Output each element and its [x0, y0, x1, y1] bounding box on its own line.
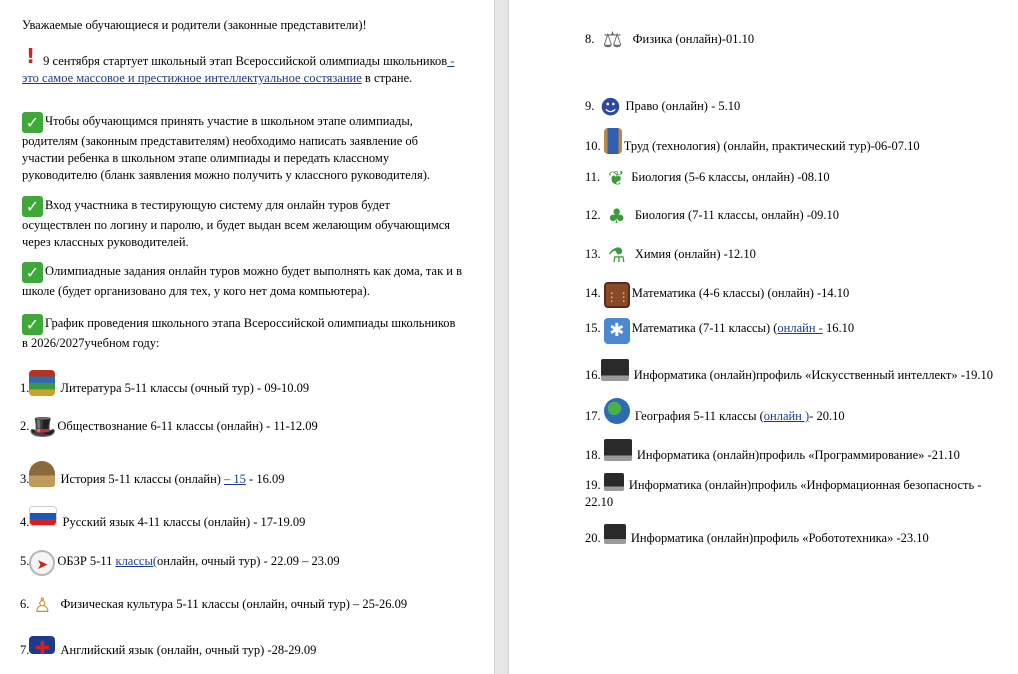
schedule-item: 3. История 5-11 классы (онлайн) – 15 - 16.09: [20, 461, 284, 488]
scales-icon: ⚖: [602, 28, 623, 53]
schedule-item: 8. ⚖ Физика (онлайн)-01.10: [585, 28, 755, 53]
russian-flag-icon: [29, 506, 57, 526]
herb-icon: ❦: [607, 166, 625, 190]
schedule-item: 2.🎩Обществознание 6-11 классы (онлайн) - 11-12.09: [20, 415, 318, 440]
right-page: [509, 0, 1018, 674]
gymnast-icon: ♙: [33, 593, 52, 617]
greeting: Уважаемые обучающиеся и родители (законные представители)!: [22, 18, 367, 32]
seedling-icon: ♣: [607, 204, 626, 228]
page-gutter: [494, 0, 509, 674]
intro-paragraph: ! 9 сентября стартует школьный этап Всероссийской олимпиады школьников - это самое массовое и престижное интеллектуальное состязание в стране.: [22, 44, 455, 85]
left-page: [0, 0, 494, 674]
obzr-link[interactable]: классы(: [115, 554, 158, 568]
books-icon: [29, 370, 55, 396]
check-mark-icon: ✓: [22, 314, 43, 335]
schedule-item: 1. Литература 5-11 классы (очный тур) - 09-10.09: [20, 370, 309, 397]
schedule-item: 11. ❦ Биология (5-6 классы, онлайн) -08.10: [585, 166, 830, 190]
test-tube-icon: ⚗: [607, 243, 626, 267]
globe-icon: [604, 398, 630, 424]
schedule-item: 7. ✚ Английский язык (онлайн, очный тур) -28-29.09: [20, 638, 317, 659]
schedule-item: 17. География 5-11 классы (онлайн )- 20.10: [585, 398, 845, 425]
schedule-item: 19. Информатика (онлайн)профиль «Информационная безопасность - 22.10: [585, 473, 981, 511]
exclamation-icon: !: [26, 44, 36, 68]
schedule-item: 12. ♣ Биология (7-11 классы, онлайн) -09.10: [585, 204, 840, 228]
login-paragraph: ✓ Вход участника в тестирующую систему для онлайн туров будет осуществлен по логину и паролю, и будет выдан всем желающим обучающимся через классных руководителей.: [22, 197, 451, 249]
geography-link[interactable]: онлайн ): [763, 409, 810, 423]
hut-icon: [29, 461, 55, 487]
application-paragraph: ✓ Чтобы обучающимся принять участие в школьном этапе олимпиады, родителям (законным представителям) необходимо написать заявление об участии ребенка в школьном этапе олимпиады и передать классному руководителю (бланк заявления можно получить у классного руководителя).: [22, 113, 430, 182]
laptop-icon: [601, 359, 629, 381]
check-mark-icon: ✓: [22, 196, 43, 217]
schedule-item: 20. Информатика (онлайн)профиль «Робототехника» -23.10: [585, 524, 929, 547]
check-mark-icon: ✓: [22, 112, 43, 133]
schedule-item: 10. Труд (технология) (онлайн, практический тур)-06-07.10: [585, 128, 920, 155]
uk-flag-icon: ✚: [29, 636, 55, 654]
math-link[interactable]: онлайн -: [777, 321, 823, 335]
sparkle-icon: ✱: [604, 318, 630, 344]
schedule-heading: ✓ График проведения школьного этапа Всероссийской олимпиады школьников в 2026/2027учебном году:: [22, 315, 456, 350]
schedule-item: 9. ☻ Право (онлайн) - 5.10: [585, 95, 741, 119]
item19-continuation: 22.10: [585, 495, 614, 509]
police-officer-icon: ☻: [600, 95, 621, 119]
laptop-icon: [604, 439, 632, 461]
schedule-item: 16. Информатика (онлайн)профиль «Искусственный интеллект» -19.10: [585, 359, 993, 384]
schedule-item: 13. ⚗ Химия (онлайн) -12.10: [585, 243, 756, 267]
thread-spool-icon: [604, 128, 622, 154]
schedule-item: 6. ♙ Физическая культура 5-11 классы (онлайн, очный тур) – 25-26.09: [20, 593, 408, 617]
abacus-icon: ⋮⋮⋮: [604, 282, 630, 308]
compass-icon: ➤: [29, 550, 55, 576]
laptop-icon: [604, 473, 624, 491]
history-link[interactable]: – 15: [224, 472, 246, 486]
schedule-item: 15. ✱ Математика (7-11 классы) (онлайн - 16.10: [585, 318, 854, 344]
schedule-item: 5. ➤ ОБЗР 5-11 классы(онлайн, очный тур) - 22.09 – 23.09: [20, 550, 340, 576]
intro-link[interactable]: - это самое массовое и престижное интеллектуальное состязание: [22, 54, 455, 85]
schedule-item: 14. ⋮⋮⋮Математика (4-6 классы) (онлайн) -14.10: [585, 282, 849, 308]
schedule-item: 4. Русский язык 4-11 классы (онлайн) - 17-19.09: [20, 506, 305, 531]
laptop-icon: [604, 524, 626, 544]
top-hat-icon: 🎩: [29, 415, 57, 440]
online-tasks-paragraph: ✓ Олимпиадные задания онлайн туров можно будет выполнять как дома, так и в школе (будет организовано для тех, у кого нет дома компьютера).: [22, 263, 462, 298]
schedule-item: 18. Информатика (онлайн)профиль «Программирование» -21.10: [585, 439, 960, 464]
check-mark-icon: ✓: [22, 262, 43, 283]
